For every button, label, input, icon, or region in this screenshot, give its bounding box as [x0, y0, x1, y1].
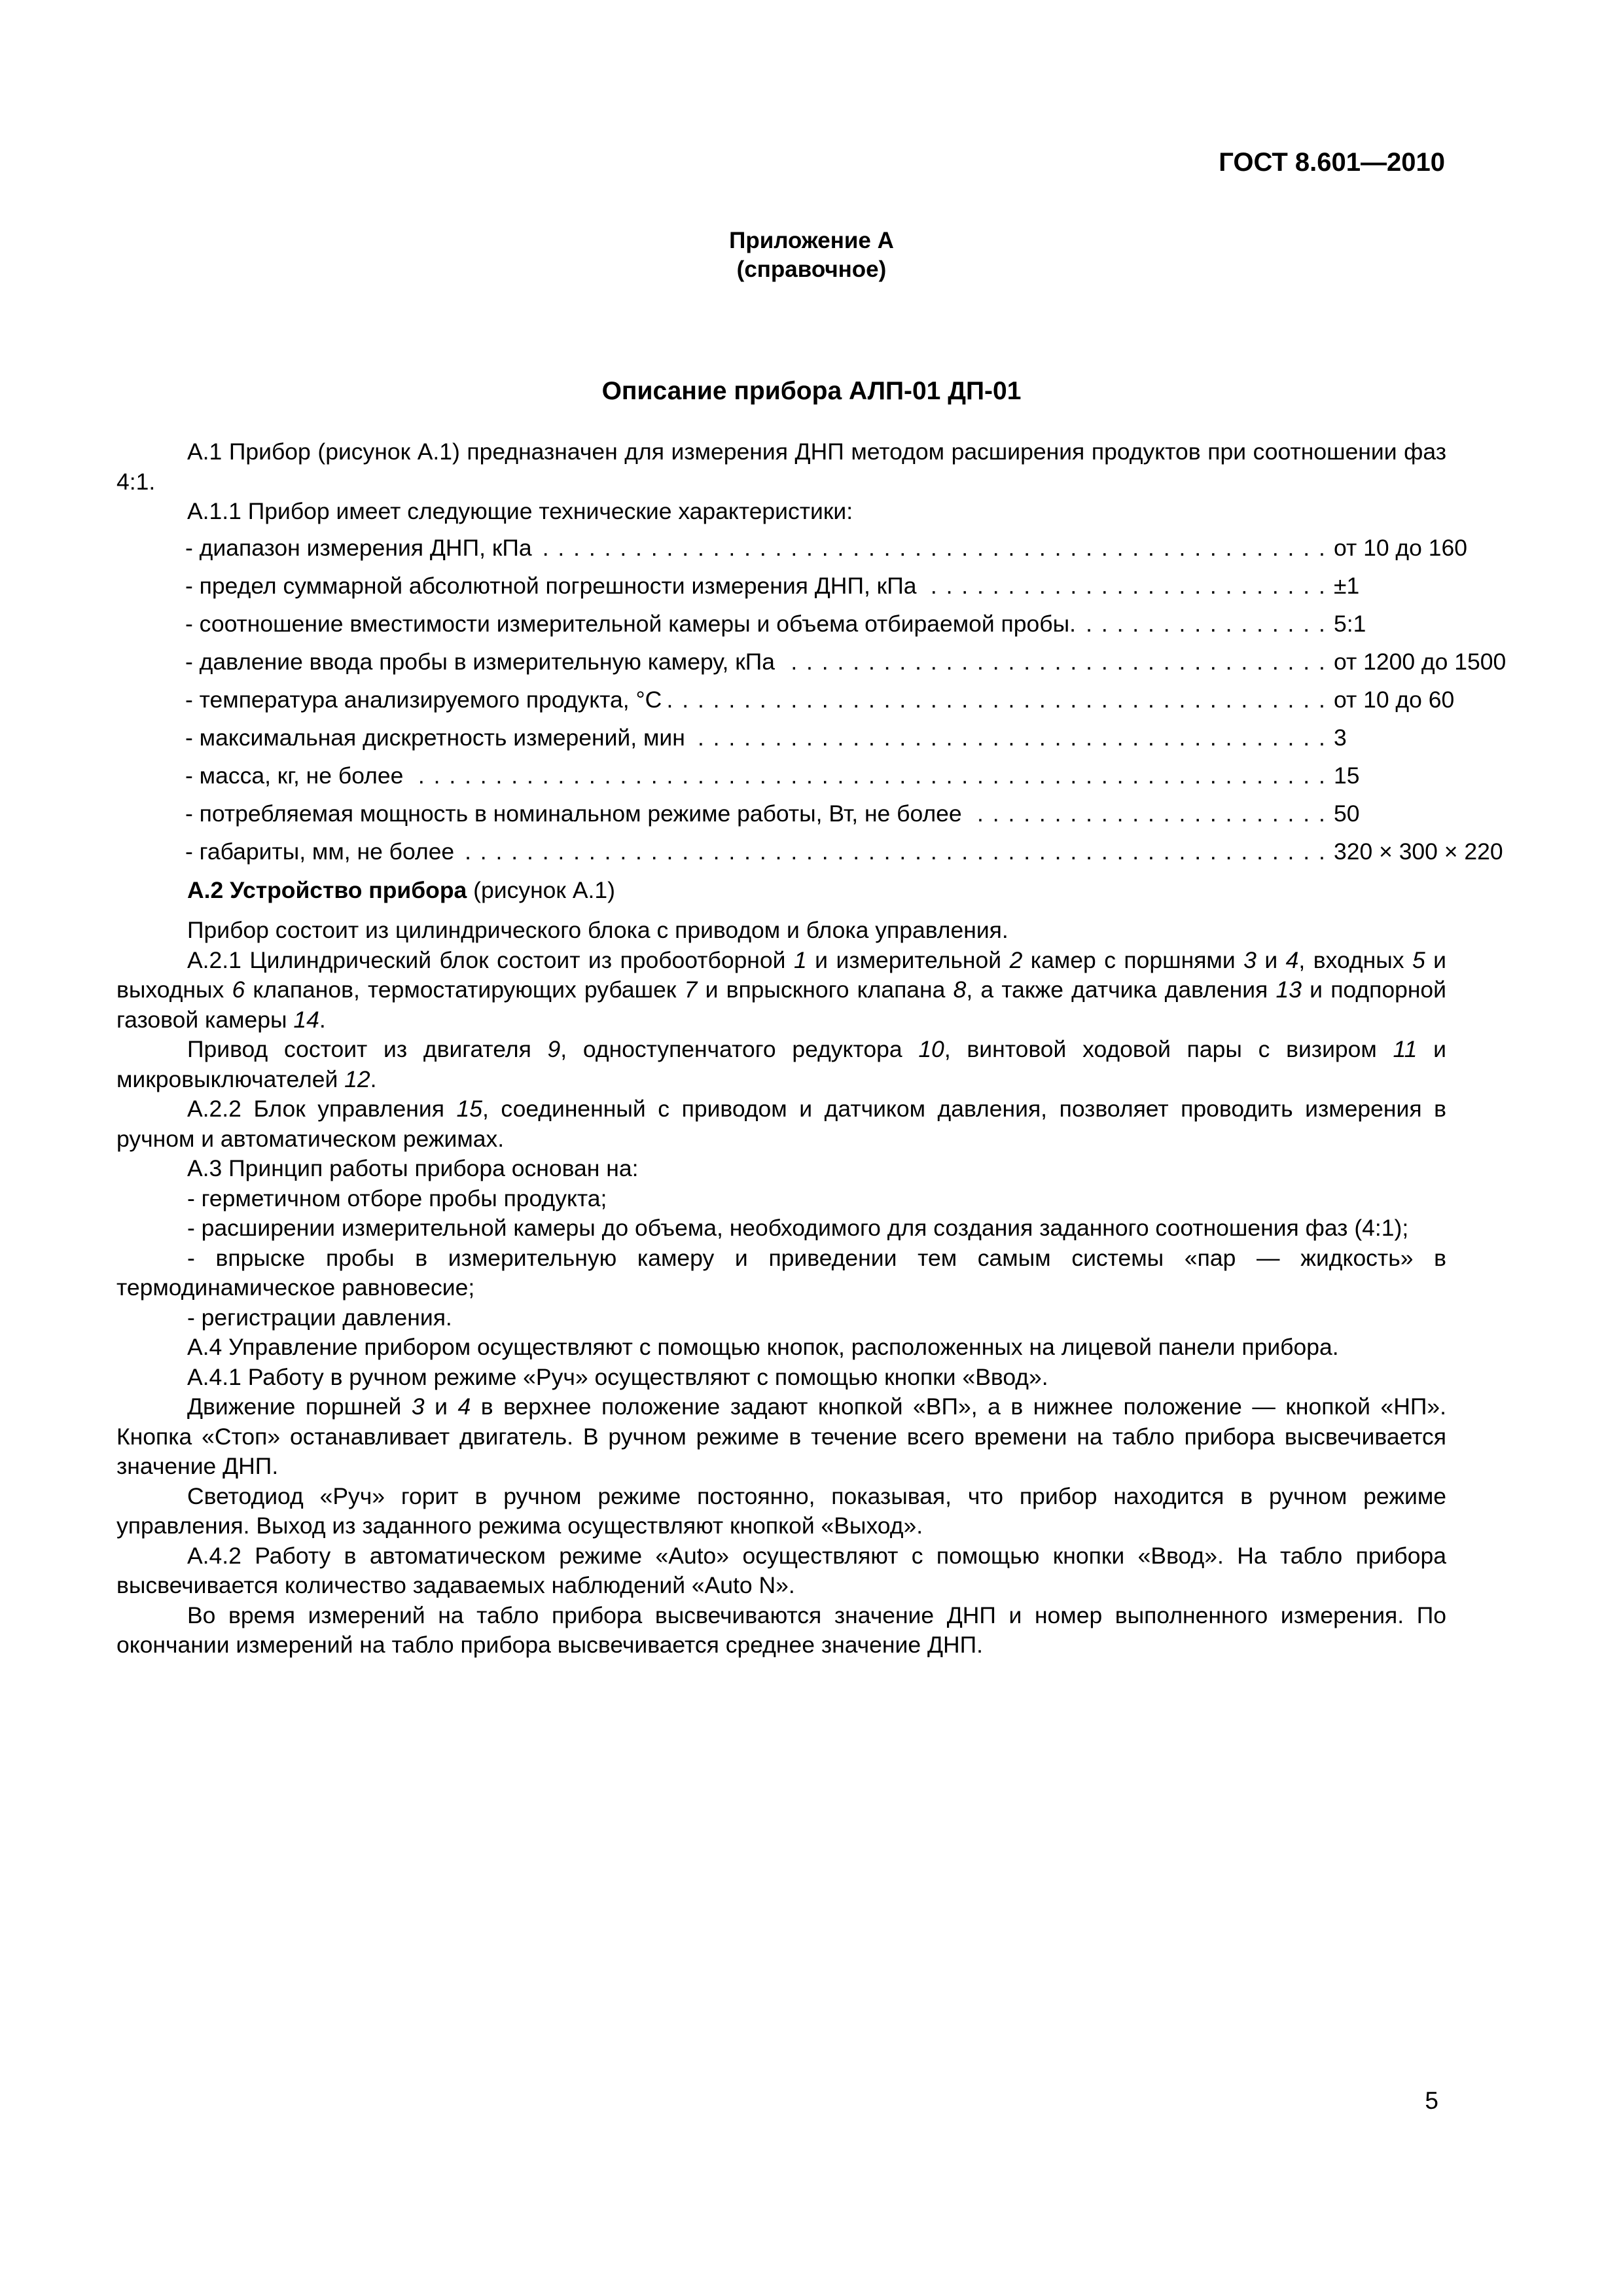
section-title: Описание прибора АЛП-01 ДП-01 [601, 377, 1022, 405]
spec-label: - предел суммарной абсолютной погрешности измерения ДНП, кПа [185, 573, 921, 599]
list-item: - расширении измерительной камеры до объема, необходимого для создания заданного соотношения фаз (4:1); [187, 1215, 1409, 1241]
section-a2-title: А.2 Устройство прибора [187, 876, 467, 903]
list-item: - впрыске пробы в измерительную камеру и приведении тем самым системы «пар — жидкость» в термодинамическое равновесие; [116, 1244, 1446, 1300]
paragraph-a42: А.4.2 Работу в автоматическом режиме «Auto» осуществляют с помощью кнопки «Ввод». На табло прибора высвечивается количество задаваемых наблюдений «Auto N». [116, 1542, 1446, 1598]
paragraph-a1: А.1 Прибор (рисунок А.1) предназначен для измерения ДНП методом расширения продуктов при соотношении фаз 4:1. [116, 439, 1446, 495]
appendix-label: Приложение А [729, 228, 894, 253]
spec-label: - масса, кг, не более [185, 762, 408, 789]
spec-value: от 10 до 60 [1334, 686, 1455, 713]
spec-list [116, 529, 1507, 870]
spec-row [116, 681, 1455, 719]
spec-value: 320 × 300 × 220 [1334, 838, 1503, 865]
spec-row [116, 833, 1503, 870]
spec-label: - максимальная дискретность измерений, мин [185, 725, 690, 751]
appendix-kind: (справочное) [736, 257, 887, 282]
spec-value: 5:1 [1334, 610, 1366, 637]
paragraph-a4: А.4 Управление прибором осуществляют с помощью кнопок, расположенных на лицевой панели прибора. [187, 1334, 1339, 1360]
section-a2-ref: (рисунок А.1) [467, 876, 615, 903]
spec-label: - соотношение вместимости измерительной камеры и объема отбираемой пробы. [185, 611, 1081, 637]
spec-label: - давление ввода пробы в измерительную камеру, кПа [185, 649, 780, 675]
paragraph-drive: Привод состоит из двигателя 9, одноступенчатого редуктора 10, винтовой ходовой пары с визиром 11 и микровыключателей 12. [116, 1036, 1446, 1092]
spec-label: - температура анализируемого продукта, °С [185, 687, 667, 713]
spec-row [116, 643, 1507, 681]
spec-row [116, 605, 1446, 643]
paragraph-a22: А.2.2 Блок управления 15, соединенный с приводом и датчиком давления, позволяет проводить измерения в ручном и автоматическом режимах. [116, 1096, 1447, 1152]
paragraph-a21: А.2.1 Цилиндрический блок состоит из пробоотборной 1 и измерительной 2 камер с поршнями 3 и 4, входных 5 и выходных 6 клапанов, термостатирующих рубашек 7 и впрыскного клапана 8, а также датчика давления 13 и подпорной газовой камеры 14. [116, 946, 1447, 1033]
spec-value: от 1200 до 1500 [1334, 648, 1507, 675]
spec-value: 50 [1334, 800, 1360, 827]
spec-row [116, 795, 1446, 833]
list-item: - регистрации давления. [187, 1304, 452, 1331]
appendix-heading [0, 226, 1623, 284]
paragraph-a41: А.4.1 Работу в ручном режиме «Руч» осуществляют с помощью кнопки «Ввод». [187, 1363, 1048, 1390]
spec-row [116, 719, 1446, 757]
section-a2-heading [116, 876, 1446, 906]
spec-label: - диапазон измерения ДНП, кПа [185, 535, 537, 561]
document-code: ГОСТ 8.601—2010 [1219, 148, 1445, 177]
spec-value: 3 [1334, 724, 1347, 751]
spec-label: - потребляемая мощность в номинальном режиме работы, Вт, не более [185, 800, 967, 827]
spec-value: от 10 до 160 [1334, 534, 1467, 561]
paragraph-final: Во время измерений на табло прибора высвечиваются значение ДНП и номер выполненного измерения. По окончании измерений на табло прибора высвечивается среднее значение ДНП. [116, 1602, 1446, 1658]
document-body [116, 437, 1507, 1660]
spec-value: 15 [1334, 762, 1360, 789]
paragraph-a11: А.1.1 Прибор имеет следующие технические характеристики: [187, 498, 853, 524]
page-number: 5 [1425, 2087, 1438, 2114]
list-item: - герметичном отборе пробы продукта; [187, 1185, 607, 1211]
spec-label: - габариты, мм, не более [185, 838, 459, 865]
spec-value: ±1 [1334, 572, 1360, 599]
paragraph-a3: А.3 Принцип работы прибора основан на: [187, 1155, 639, 1181]
paragraph-device: Прибор состоит из цилиндрического блока с приводом и блока управления. [187, 917, 1008, 943]
spec-row [116, 529, 1467, 567]
paragraph-led: Светодиод «Руч» горит в ручном режиме постоянно, показывая, что прибор находится в ручном режиме управления. Выход из заданного режима осуществляют кнопкой «Выход». [116, 1482, 1446, 1539]
spec-row [116, 757, 1446, 795]
paragraph-pistons: Движение поршней 3 и 4 в верхнее положение задают кнопкой «ВП», а в нижнее положение — кнопкой «НП». Кнопка «Стоп» останавливает двигатель. В ручном режиме в течение всего времени на табло прибора высвечивается значение ДНП. [116, 1393, 1446, 1479]
spec-row [116, 567, 1446, 605]
